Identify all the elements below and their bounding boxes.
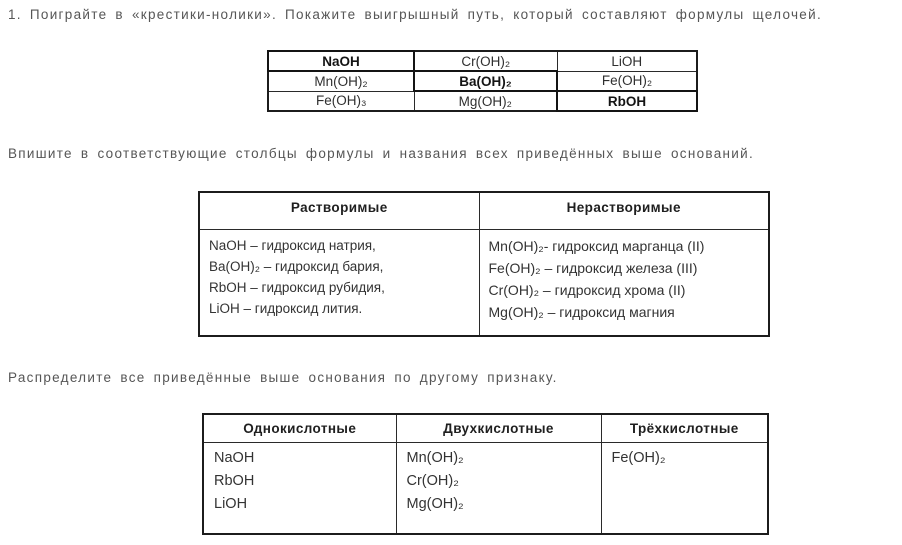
soluble-entry: NaOH – гидроксид натрия,: [209, 237, 376, 253]
ttt-cell-r0c0: NaOH: [268, 51, 414, 71]
header-monoacid: Однокислотные: [203, 414, 396, 442]
solubility-header-row: [199, 192, 769, 229]
ttt-cell-r1c0: Mn(OH)₂: [268, 71, 414, 91]
ttt-cell-r0c1: Cr(OH)₂: [414, 51, 557, 71]
ttt-cell-r2c2: RbOH: [557, 91, 697, 111]
header-insoluble: Нерастворимые: [479, 192, 769, 229]
ttt-cell-r2c1: Mg(OH)₂: [414, 91, 557, 111]
tictactoe-row: [268, 71, 697, 91]
solubility-table: [198, 191, 770, 337]
acidity-header-row: [203, 414, 768, 442]
soluble-entry: RbOH – гидроксид рубидия,: [209, 279, 385, 295]
acidity-body-row: [203, 442, 768, 534]
soluble-entry: Ba(OH)₂ – гидроксид бария,: [209, 258, 384, 274]
ttt-cell-r0c2: LiOH: [557, 51, 697, 71]
header-diacid: Двухкислотные: [396, 414, 601, 442]
triacid-cell: [601, 442, 768, 534]
insoluble-entry: Cr(OH)₂ – гидроксид хрома (II): [488, 281, 686, 298]
insoluble-entry: Mn(OH)₂- гидроксид марганца (II): [488, 237, 705, 254]
monoacid-entry: RbOH: [214, 472, 255, 489]
tictactoe-row: [268, 91, 697, 111]
soluble-cell: [199, 229, 479, 336]
insoluble-entry: Fe(OH)₂ – гидроксид железа (III): [488, 259, 698, 276]
insoluble-entry: Mg(OH)₂ – гидроксид магния: [488, 303, 675, 320]
diacid-entry: Mg(OH)₂: [406, 495, 464, 512]
ttt-cell-r2c0: Fe(OH)₃: [268, 91, 414, 111]
ttt-cell-r1c1: Ba(OH)₂: [414, 71, 557, 91]
tictactoe-row: [268, 51, 697, 71]
ttt-cell-r1c2: Fe(OH)₂: [557, 71, 697, 91]
monoacid-entry: LiOH: [214, 495, 248, 512]
tictactoe-table: [267, 50, 698, 112]
diacid-entry: Mn(OH)₂: [406, 449, 464, 466]
insoluble-cell: [479, 229, 769, 336]
diacid-cell: [396, 442, 601, 534]
monoacid-entry: NaOH: [214, 449, 255, 466]
soluble-entry: LiOH – гидроксид лития.: [209, 300, 363, 316]
task2-text: Впишите в соответствующие столбцы формулы и названия всех приведённых выше оснований.: [8, 146, 755, 161]
header-soluble: Растворимые: [199, 192, 479, 229]
monoacid-cell: [203, 442, 396, 534]
task3-text: Распределите все приведённые выше основания по другому признаку.: [8, 370, 558, 385]
triacid-entry: Fe(OH)₂: [611, 449, 666, 466]
diacid-entry: Cr(OH)₂: [406, 472, 459, 489]
header-triacid: Трёхкислотные: [601, 414, 768, 442]
solubility-body-row: [199, 229, 769, 336]
task1-text: 1. Поиграйте в «крестики-нолики». Покажите выигрышный путь, который составляют формулы щелочей.: [8, 7, 822, 22]
acidity-table: [202, 413, 769, 535]
